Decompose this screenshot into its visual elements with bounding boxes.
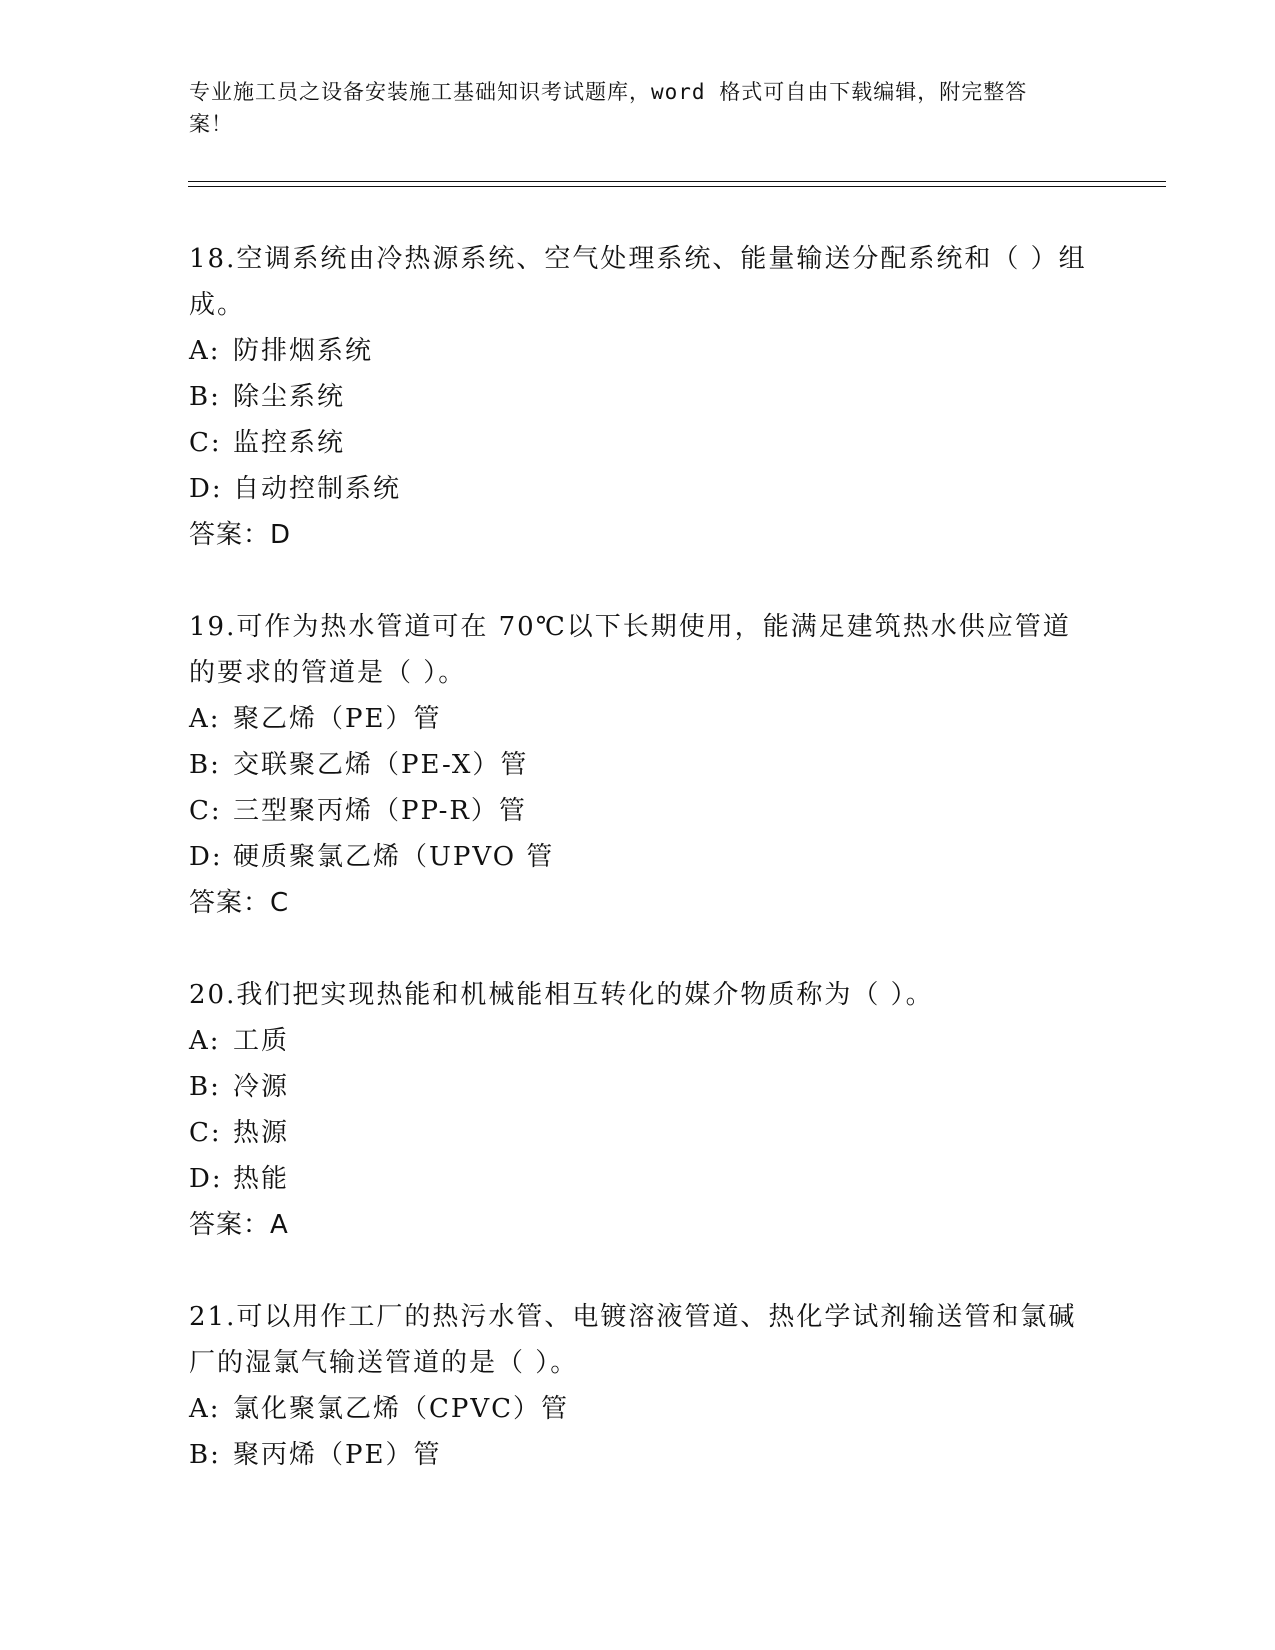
option-letter: C: — [189, 796, 222, 826]
question-21 — [189, 1294, 1089, 1478]
option-text: 聚丙烯（PE）管 — [233, 1440, 442, 1470]
option-text: 三型聚丙烯（PP-R）管 — [233, 796, 527, 826]
document-header: 专业施工员之设备安装施工基础知识考试题库，word 格式可自由下载编辑，附完整答案！ — [189, 80, 1028, 136]
option-letter: C: — [189, 428, 222, 458]
option-b — [189, 742, 1089, 788]
option-text: 氯化聚氯乙烯（CPVC）管 — [233, 1394, 570, 1424]
option-a — [189, 1018, 1089, 1064]
option-letter: A: — [189, 1394, 221, 1424]
option-text: 除尘系统 — [233, 382, 346, 412]
option-letter: B: — [189, 1072, 221, 1102]
option-d — [189, 834, 1089, 880]
option-letter: B: — [189, 382, 221, 412]
option-c — [189, 420, 1089, 466]
option-letter: D: — [189, 474, 223, 504]
option-b — [189, 374, 1089, 420]
option-text: 热源 — [233, 1118, 290, 1148]
option-d — [189, 466, 1089, 512]
question-19 — [189, 604, 1089, 926]
option-text: 工质 — [233, 1026, 290, 1056]
option-letter: D: — [189, 842, 223, 872]
option-text: 热能 — [233, 1164, 290, 1194]
option-letter: B: — [189, 750, 221, 780]
question-text: 21.可以用作工厂的热污水管、电镀溶液管道、热化学试剂输送管和氯碱厂的湿氯气输送管道的是（ ）。 — [189, 1302, 1077, 1378]
option-text: 聚乙烯（PE）管 — [233, 704, 442, 734]
option-text: 防排烟系统 — [233, 336, 374, 366]
option-text: 交联聚乙烯（PE-X）管 — [233, 750, 529, 780]
option-c — [189, 788, 1089, 834]
option-text: 监控系统 — [233, 428, 346, 458]
option-letter: D: — [189, 1164, 223, 1194]
option-a — [189, 1386, 1089, 1432]
option-letter: A: — [189, 336, 221, 366]
header-divider-bottom — [188, 186, 1166, 187]
question-20 — [189, 972, 1089, 1248]
question-text: 19.可作为热水管道可在 70℃以下长期使用，能满足建筑热水供应管道的要求的管道是（ ）。 — [189, 612, 1071, 688]
option-b — [189, 1432, 1089, 1478]
option-a — [189, 328, 1089, 374]
header-divider-top — [188, 181, 1166, 182]
option-text: 硬质聚氯乙烯（UPVO 管 — [233, 842, 555, 872]
answer-line: 答案：C — [189, 888, 290, 918]
question-text: 20.我们把实现热能和机械能相互转化的媒介物质称为（ ）。 — [189, 980, 934, 1010]
question-text: 18.空调系统由冷热源系统、空气处理系统、能量输送分配系统和（ ）组成。 — [189, 244, 1087, 320]
option-letter: C: — [189, 1118, 222, 1148]
option-b — [189, 1064, 1089, 1110]
answer-line: 答案：A — [189, 1210, 289, 1240]
option-a — [189, 696, 1089, 742]
option-text: 自动控制系统 — [233, 474, 402, 504]
answer-line: 答案：D — [189, 520, 292, 550]
option-letter: B: — [189, 1440, 221, 1470]
option-c — [189, 1110, 1089, 1156]
option-letter: A: — [189, 1026, 221, 1056]
option-d — [189, 1156, 1089, 1202]
option-text: 冷源 — [233, 1072, 290, 1102]
option-letter: A: — [189, 704, 221, 734]
question-18 — [189, 236, 1089, 558]
